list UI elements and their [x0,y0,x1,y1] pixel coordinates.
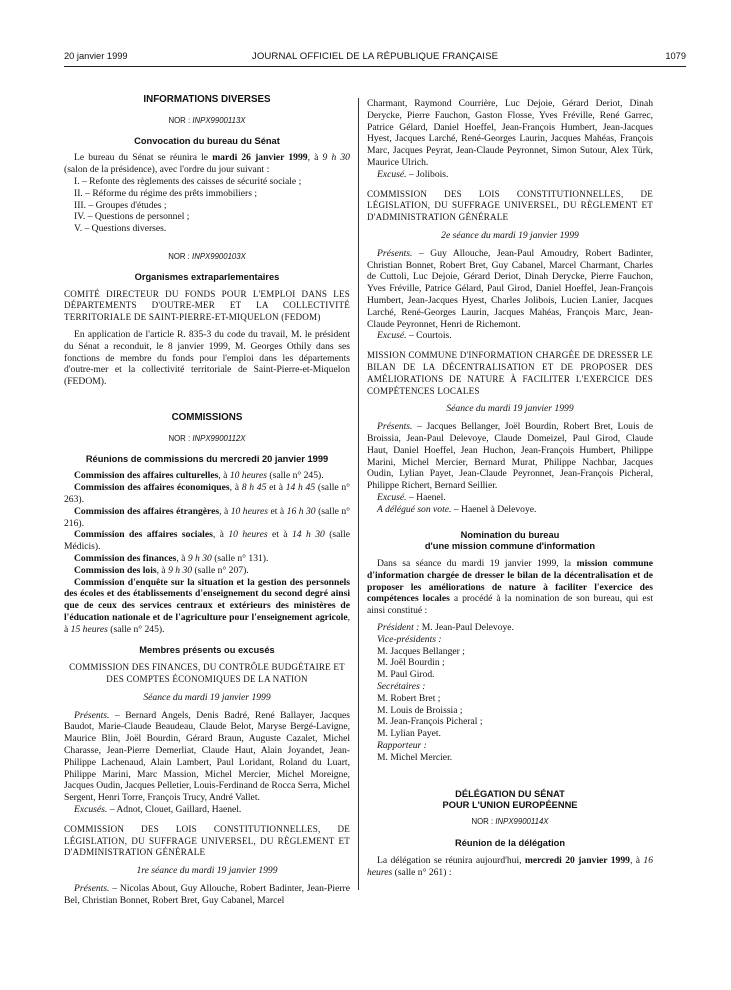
secretaire-item: M. Lylian Payet. [377,728,441,740]
header-page-number: 1079 [665,51,686,61]
lois-heading: COMMISSION DES LOIS CONSTITUTIONNELLES, DE LÉGISLATION, DU SUFFRAGE UNIVERSEL, DU RÈGLEMENT ET D'ADMINISTRATION GÉNÉRALE [64,823,350,858]
secretaire-item: M. Louis de Broissia ; [377,704,463,716]
nor-reference: NOR : INPX9900113X [168,115,246,125]
left-column [64,86,350,907]
president-line: Président : M. Jean-Paul Delevoye. [377,622,514,634]
reunion-item: Commission des lois, à 9 h 30 (salle n° 207). [74,564,249,576]
delegation-paragraph: La délégation se réunira aujourd'hui, mercredi 20 janvier 1999, à 16 heures (salle n° 261) : [367,854,653,878]
lois1-seance: 1re séance du mardi 19 janvier 1999 [136,865,278,877]
page-header [64,51,686,65]
vp-item: M. Paul Girod. [377,669,435,681]
finances-excuses: Excusés. – Adnot, Clouet, Gaillard, Haenel. [74,804,242,816]
reunion-item: Commission des finances, à 9 h 30 (salle n° 131). [74,552,269,564]
finances-seance: Séance du mardi 19 janvier 1999 [143,691,271,703]
lois2-excuse: Excusé. – Courtois. [377,330,452,342]
section-title-commissions: COMMISSIONS [171,411,243,423]
lois2-presents: Présents. – Guy Allouche, Jean-Paul Amoudry, Robert Badinter, Christian Bonnet, Robert Bret, Guy Cabanel, Marcel Charmant, Charles de Cuttoli, Luc Dejoie, Gérard Deriot, Dinah Derycke, Pierre Fauchon, Yves Fréville, Patrice Gélard, Paul Girod, Daniel Hoeffel, Jean-François Humbert, Jean-Jacques Hyest, Charles Jolibois, Lucien Lanier, Jacques Larché, René-Georges Laurin, Jacques Mahéas, François Marc, Jean-Claude Peyronnet, Henri de Richemont. [367,247,653,330]
nor-reference: NOR : INPX9900112X [168,433,246,443]
fedom-paragraph: En application de l'article R. 835-3 du code du travail, M. le président du Sénat a reconduit, le 8 janvier 1999, M. Georges Othily dans ses fonctions de membre du fonds pour l'emploi dans les départements d'outre-mer et la collectivité territoriale de Saint-Pierre-et-Miquelon (FEDOM). [64,328,350,388]
organismes-title: Organismes extraparlementaires [134,271,280,282]
mission-heading: MISSION COMMUNE D'INFORMATION CHARGÉE DE DRESSER LE BILAN DE LA DÉCENTRALISATION ET DE PROPOSER DES AMÉLIORATIONS DE NATURE À FACILITER L'EXERCICE DES COMPÉTENCES LOCALES [367,350,653,396]
delegation-subtitle: POUR L'UNION EUROPÉENNE [442,800,578,811]
header-date: 20 janvier 1999 [64,51,128,61]
reunions-title: Réunions de commissions du mercredi 20 janvier 1999 [85,453,329,464]
vp-item: M. Jacques Bellanger ; [377,645,465,657]
rapporteur-name: M. Michel Mercier. [377,751,453,763]
vp-item: M. Joël Bourdin ; [377,657,445,669]
header-journal-title: JOURNAL OFFICIEL DE LA RÉPUBLIQUE FRANÇAISE [251,51,499,62]
vp-label: Vice-présidents : [377,633,442,645]
lois1-excuse: Excusé. – Jolibois. [377,168,449,180]
lois2-heading: COMMISSION DES LOIS CONSTITUTIONNELLES, DE LÉGISLATION, DU SUFFRAGE UNIVERSEL, DU RÈGLEMENT ET D'ADMINISTRATION GÉNÉRALE [367,188,653,223]
agenda-item: II. – Réforme du régime des prêts immobiliers ; [74,187,258,199]
lois1-presents: Présents. – Nicolas About, Guy Allouche, Robert Badinter, Jean-Pierre Bel, Christian Bonnet, Robert Bret, Guy Cabanel, Marcel [64,883,350,906]
finances-presents: Présents. – Bernard Angels, Denis Badré, René Ballayer, Jacques Baudot, Marie-Claude Beaudeau, Claude Belot, Maryse Bergé-Lavigne, Maurice Blin, Joël Bourdin, Gérard Braun, Auguste Cazalet, Michel Charasse, Jean-Pierre Demerliat, Claude Haut, Alain Joyandet, Jean-Philippe Lachenaud, Alain Lambert, Paul Loridant, Roland du Luart, Philippe Marini, Marc Massion, Michel Mercier, Michel Moreigne, Jacques Oudin, Jacques Pelletier, Louis-Ferdinand de Rocca Serra, Michel Sergent, Henri Torre, François Trucy, André Vallet. [64,709,351,804]
delegation-title: DÉLÉGATION DU SÉNAT [455,788,565,799]
mission-delegue: A délégué son vote. – Haenel à Delevoye. [377,503,537,515]
enquete-paragraph: Commission d'enquête sur la situation et la gestion des personnels des écoles et des établissements d'enseignement du second degré ainsi que de ceux des services centraux et extérieurs des ministères de l'éducation nationale et de l'agriculture pour l'enseignement agricole, à 15 heures (salle n° 245). [64,576,350,635]
header-rule [64,66,686,67]
secretaire-item: M. Jean-François Picheral ; [377,716,483,728]
lois1-presents-continued: Charmant, Raymond Courrière, Luc Dejoie, Gérard Deriot, Dinah Derycke, Pierre Fauchon, Gaston Flosse, Yves Fréville, René Garrec, Patrice Gélard, Daniel Hoeffel, Jean-François Humbert, Jean-Jacques Hyest, Jacques Larché, René-Georges Laurin, Jacques Mahéas, François Marc, Jacques Peyrat, Jean-Claude Peyronnet, Simon Sutour, Alex Türk, Maurice Ulrich. [367,98,653,168]
secretaire-item: M. Robert Bret ; [377,692,441,704]
mission-seance: Séance du mardi 19 janvier 1999 [446,403,574,415]
section-title-informations: INFORMATIONS DIVERSES [143,94,271,105]
rapporteur-label: Rapporteur : [377,740,427,752]
convocation-title: Convocation du bureau du Sénat [134,135,280,146]
nomination-paragraph: Dans sa séance du mardi 19 janvier 1999, la mission commune d'information chargée de dresser le bilan de la décentralisation et de proposer les améliorations de nature à faciliter l'exercice des compétences locales a procédé à la nomination de son bureau, qui est ainsi constitué : [367,558,653,617]
reunion-delegation-title: Réunion de la délégation [454,838,566,849]
fedom-heading: COMITÉ DIRECTEUR DU FONDS POUR L'EMPLOI DANS LES DÉPARTEMENTS D'OUTRE-MER ET LA COLLECTIVITÉ TERRITORIALE DE SAINT-PIERRE-ET-MIQUELON (FEDOM) [64,288,350,323]
reunion-item: Commission des affaires économiques, à 8 h 45 et à 14 h 45 (salle n° 263). [64,482,351,505]
reunion-item: Commission des affaires culturelles, à 10 heures (salle n° 245). [74,470,324,482]
lois2-seance: 2e séance du mardi 19 janvier 1999 [441,229,579,241]
agenda-item: I. – Refonte des règlements des caisses de sécurité sociale ; [74,175,302,187]
agenda-item: IV. – Questions de personnel ; [74,211,190,223]
convocation-paragraph: Le bureau du Sénat se réunira le mardi 26 janvier 1999, à 9 h 30 (salon de la présidence), avec l'ordre du jour suivant : [64,152,350,176]
right-column [367,98,653,878]
nor-reference: NOR : INPX9900103X [168,251,246,261]
membres-title: Membres présents ou excusés [139,645,275,656]
column-divider [358,98,359,890]
nor-reference: NOR : INPX9900114X [471,817,549,827]
agenda-item: V. – Questions diverses. [74,223,167,235]
reunion-item: Commission des affaires sociales, à 10 heures et à 14 h 30 (salle Médicis). [64,529,350,553]
mission-excuse: Excusé. – Haenel. [377,491,446,503]
nomination-subtitle: d'une mission commune d'information [424,541,596,552]
reunion-item: Commission des affaires étrangères, à 10 heures et à 16 h 30 (salle n° 216). [64,505,350,529]
agenda-item: III. – Groupes d'études ; [74,199,167,211]
nomination-title: Nomination du bureau [460,529,560,540]
finances-heading: COMMISSION DES FINANCES, DU CONTRÔLE BUDGÉTAIRE ET DES COMPTES ÉCONOMIQUES DE LA NATION [69,662,345,685]
secretaires-label: Secrétaires : [377,681,426,693]
mission-presents: Présents. – Jacques Bellanger, Joël Bourdin, Robert Bret, Louis de Broissia, Jean-Paul Delevoye, Claude Domeizel, Paul Girod, Claude Haut, Daniel Hoeffel, Jean Huchon, Jean-François Humbert, Philippe Marini, Michel Mercier, Bernard Murat, Philippe Nachbar, Jacques Oudin, Lylian Payet, Jean-Claude Peyronnet, Jean-François Picheral, Philippe Richert, Bernard Seillier. [367,421,653,492]
